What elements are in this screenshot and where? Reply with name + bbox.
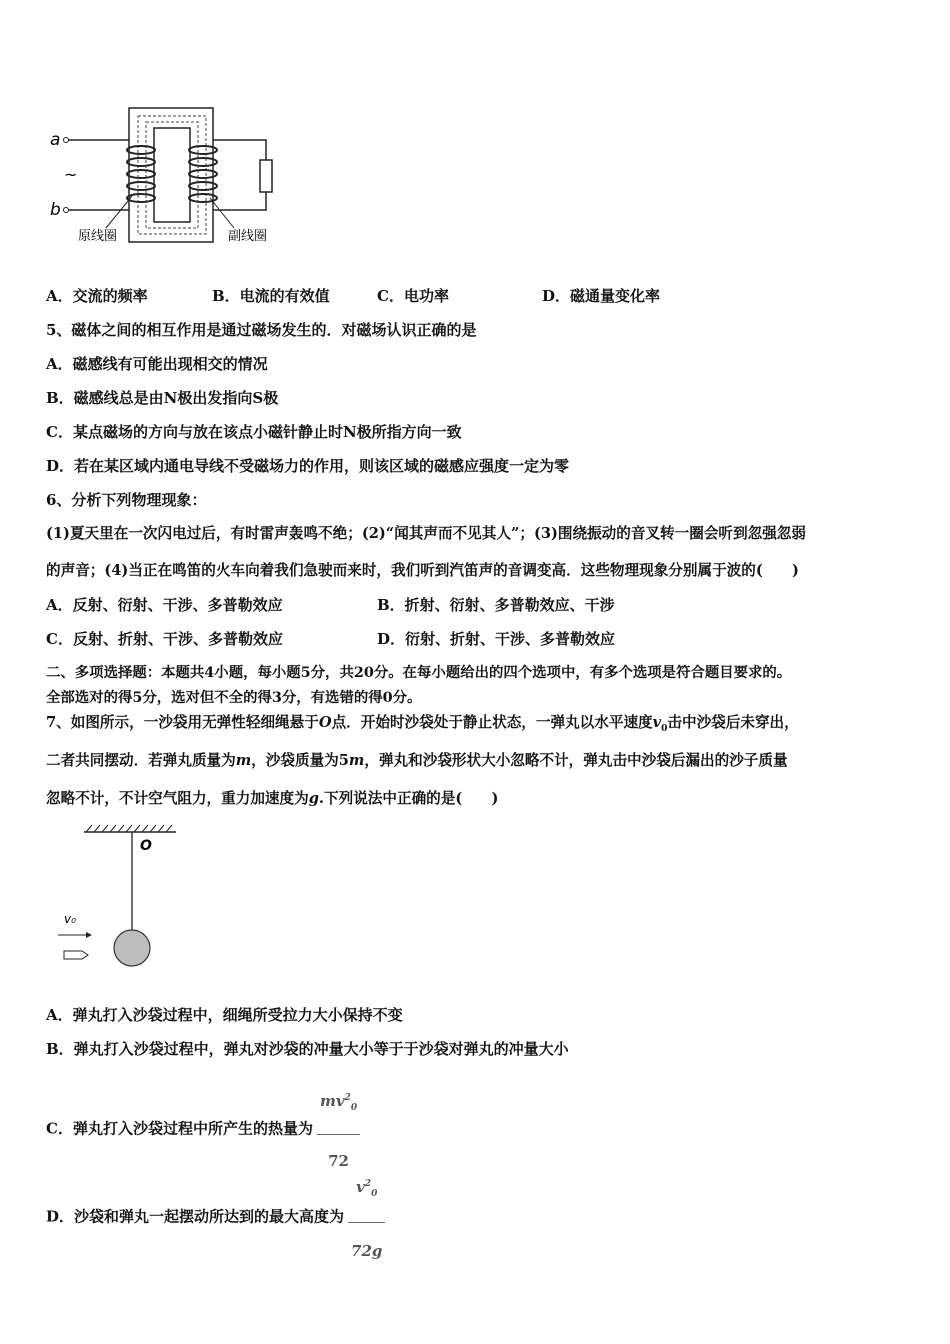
q7-option-c: C．弹丸打入沙袋过程中所产生的热量为 $\frac{mv^2_0}{72}$ (46, 1074, 360, 1185)
q6-option-b: B．折射、衍射、多普勒效应、干涉 (377, 596, 615, 614)
q7-stem-line3: 忽略不计，不计空气阻力，重力加速度为g.下列说法中正确的是( ) (46, 790, 499, 807)
q5-option-b: B．磁感线总是由N极出发指向S极 (46, 389, 279, 407)
velocity-label: v₀ (64, 912, 76, 926)
q7-stem-line2: 二者共同摆动．若弹丸质量为m，沙袋质量为5m，弹丸和沙袋形状大小忽略不计，弹丸击中沙袋后漏出的沙子质量 (46, 752, 788, 769)
q7-option-a: A．弹丸打入沙袋过程中，细绳所受拉力大小保持不变 (46, 1006, 403, 1024)
height-fraction: $\frac{v^2_0}{72g}$ (348, 1158, 385, 1277)
q6-option-a: A．反射、衍射、干涉、多普勒效应 (46, 596, 283, 614)
terminal-a-label: a (50, 130, 61, 150)
q4-option-a: A．交流的频率 (46, 287, 148, 305)
q6-stem: 6、分析下列物理现象： (46, 491, 207, 509)
primary-coil-label: 原线圈 (78, 229, 118, 244)
q6-option-c: C．反射、折射、干涉、多普勒效应 (46, 630, 283, 648)
section2-heading-line2: 全部选对的得5分，选对但不全的得3分，有选错的得0分。 (46, 689, 422, 706)
q4-option-d: D．磁通量变化率 (542, 287, 661, 305)
q5-option-d: D．若在某区域内通电导线不受磁场力的作用，则该区域的磁感应强度一定为零 (46, 457, 570, 475)
q7-option-d: D．沙袋和弹丸一起摆动所达到的最大高度为 $\frac{v^2_0}{72g}$ (46, 1158, 385, 1277)
q4-option-c: C．电功率 (377, 287, 449, 305)
ac-symbol: ~ (64, 165, 78, 184)
pendulum-diagram (56, 820, 186, 975)
q5-option-a: A．磁感线有可能出现相交的情况 (46, 355, 268, 373)
q7-stem-line1: 7、如图所示，一沙袋用无弹性轻细绳悬于O点．开始时沙袋处于静止状态，一弹丸以水平速度$v_0$击中沙袋后未穿出， (46, 714, 799, 734)
transformer-diagram (46, 100, 286, 250)
q6-text-line2: 的声音；(4)当正在鸣笛的火车向着我们急驶而来时，我们听到汽笛声的音调变高．这些物理现象分别属于波的( ) (46, 562, 799, 579)
heat-fraction: $\frac{mv^2_0}{72}$ (317, 1074, 360, 1185)
pivot-o-label: O (140, 838, 152, 854)
q4-option-b: B．电流的有效值 (212, 287, 330, 305)
q7-option-b: B．弹丸打入沙袋过程中，弹丸对沙袋的冲量大小等于于沙袋对弹丸的冲量大小 (46, 1040, 569, 1058)
secondary-coil-label: 副线圈 (228, 229, 268, 244)
terminal-b-label: b (50, 200, 61, 220)
q5-option-c: C．某点磁场的方向与放在该点小磁针静止时N极所指方向一致 (46, 423, 462, 441)
q5-stem: 5、磁体之间的相互作用是通过磁场发生的．对磁场认识正确的是 (46, 321, 477, 339)
q6-text-line1: (1)夏天里在一次闪电过后，有时雷声轰鸣不绝；(2)“闻其声而不见其人”；(3)围绕振动的音叉转一圈会听到忽强忽弱 (46, 525, 806, 542)
section2-heading-line1: 二、多项选择题：本题共4小题，每小题5分，共20分。在每小题给出的四个选项中，有多个选项是符合题目要求的。 (46, 664, 792, 681)
q6-option-d: D．衍射、折射、干涉、多普勒效应 (377, 630, 616, 648)
